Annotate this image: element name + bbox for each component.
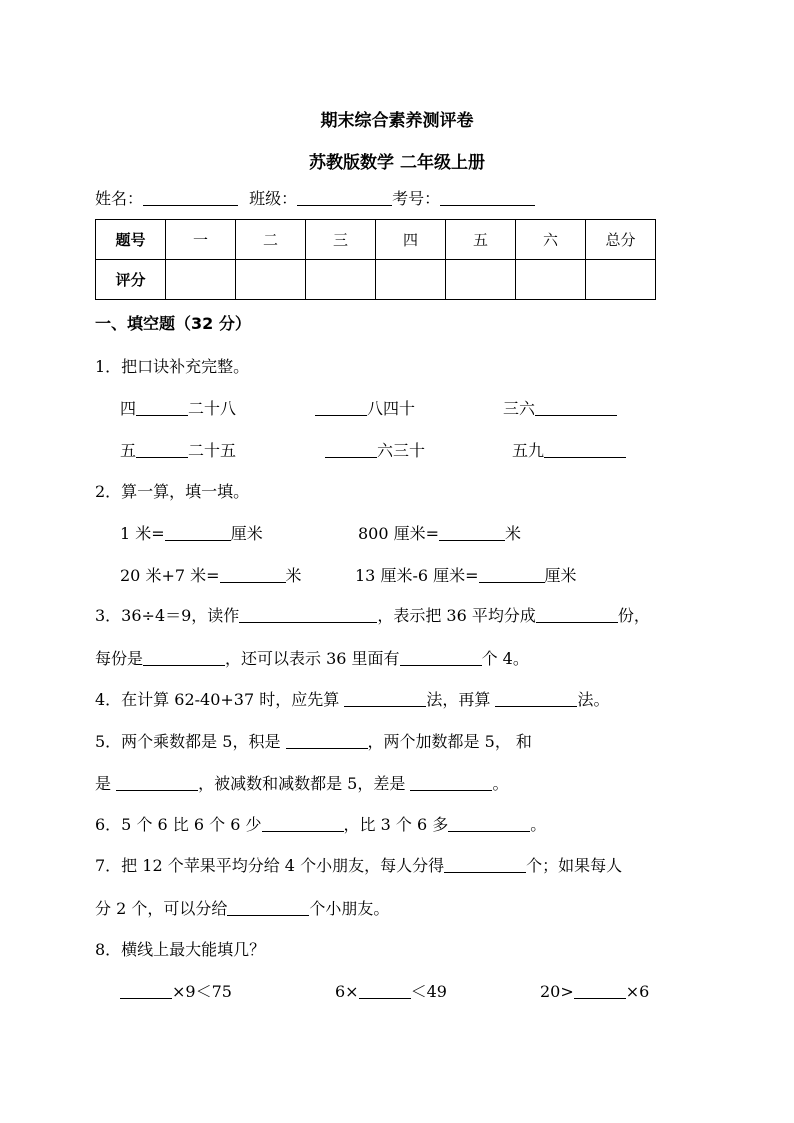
score-cell[interactable] <box>376 260 446 300</box>
answer-blank[interactable] <box>325 441 377 458</box>
answer-blank[interactable] <box>286 732 368 749</box>
answer-blank[interactable] <box>143 649 225 666</box>
answer-blank[interactable] <box>536 606 618 623</box>
answer-blank[interactable] <box>574 982 626 999</box>
score-table-header-row <box>96 220 656 260</box>
q2-item-a1: 1 米= 厘米 <box>120 524 263 543</box>
answer-blank[interactable] <box>359 982 411 999</box>
answer-blank[interactable] <box>136 441 188 458</box>
answer-blank[interactable] <box>239 606 377 623</box>
column-4: 四 <box>376 220 446 260</box>
exam-subtitle: 苏教版数学 二年级上册 <box>309 153 485 173</box>
section-1-heading: 一、填空题（32 分） <box>95 314 251 333</box>
answer-blank[interactable] <box>448 815 530 832</box>
column-1: 一 <box>166 220 236 260</box>
score-cell[interactable] <box>166 260 236 300</box>
q8-item-2: 6× ＜49 <box>335 982 447 1001</box>
q5-line-1: 5．两个乘数都是 5，积是 ，两个加数都是 5， 和 <box>95 732 532 751</box>
q2-item-b1: 20 米+7 米= 米 <box>120 566 302 585</box>
q4-line: 4．在计算 62-40+37 时，应先算 法，再算 法。 <box>95 690 610 709</box>
q7-line-1: 7．把 12 个苹果平均分给 4 个小朋友，每人分得 个；如果每人 <box>95 856 623 875</box>
q3-line-1: 3．36÷4＝9，读作 ，表示把 36 平均分成 份， <box>95 606 650 625</box>
answer-blank[interactable] <box>544 441 626 458</box>
answer-blank[interactable] <box>116 774 198 791</box>
q3-line-2: 每份是 ，还可以表示 36 里面有 个 4。 <box>95 649 529 668</box>
q1-item-a1: 四 二十八 <box>120 399 237 418</box>
answer-blank[interactable] <box>400 649 482 666</box>
score-cell[interactable] <box>446 260 516 300</box>
answer-blank[interactable] <box>227 899 309 916</box>
answer-blank[interactable] <box>220 566 286 583</box>
answer-blank[interactable] <box>165 524 231 541</box>
name-label: 姓名： <box>95 189 144 208</box>
answer-blank[interactable] <box>262 815 344 832</box>
exam-title: 期末综合素养测评卷 <box>320 111 474 131</box>
q2-item-a2: 800 厘米= 米 <box>358 524 522 543</box>
q1-item-a2: 八四十 <box>315 399 415 419</box>
answer-blank[interactable] <box>410 774 492 791</box>
q1-stem: 1．把口诀补充完整。 <box>95 357 250 376</box>
score-cell[interactable] <box>516 260 586 300</box>
answer-blank[interactable] <box>344 690 426 707</box>
column-5: 五 <box>446 220 516 260</box>
answer-blank[interactable] <box>439 524 505 541</box>
question-number-label: 题号 <box>96 220 166 260</box>
answer-blank[interactable] <box>495 690 577 707</box>
score-label: 评分 <box>96 260 166 300</box>
q2-stem: 2．算一算，填一填。 <box>95 482 250 501</box>
name-blank[interactable] <box>143 189 238 206</box>
q5-line-2: 是 ，被减数和减数都是 5，差是 。 <box>95 774 509 793</box>
q1-item-b3: 五九 <box>512 441 626 461</box>
q1-item-b1: 五 二十五 <box>120 441 237 460</box>
answer-blank[interactable] <box>444 856 526 873</box>
student-info-row <box>95 189 535 209</box>
score-cell[interactable] <box>236 260 306 300</box>
score-cell[interactable] <box>306 260 376 300</box>
q1-item-a3: 三六 <box>503 399 617 419</box>
answer-blank[interactable] <box>315 399 367 416</box>
q1-item-b2: 六三十 <box>325 441 425 461</box>
q2-item-b2: 13 厘米-6 厘米= 厘米 <box>355 566 577 585</box>
class-label: 班级： <box>249 189 298 208</box>
score-cell[interactable] <box>586 260 656 300</box>
score-table-score-row <box>96 260 656 300</box>
column-6: 六 <box>516 220 586 260</box>
q6-line: 6．5 个 6 比 6 个 6 少 ，比 3 个 6 多 。 <box>95 815 547 834</box>
answer-blank[interactable] <box>479 566 545 583</box>
answer-blank[interactable] <box>535 399 617 416</box>
exam-no-label: 考号： <box>392 189 441 208</box>
q8-item-1: ×9＜75 <box>120 982 232 1002</box>
answer-blank[interactable] <box>136 399 188 416</box>
q8-item-3: 20> ×6 <box>540 982 650 1001</box>
class-blank[interactable] <box>297 189 392 206</box>
column-2: 二 <box>236 220 306 260</box>
score-table <box>95 219 656 300</box>
column-3: 三 <box>306 220 376 260</box>
answer-blank[interactable] <box>120 982 172 999</box>
q8-stem: 8．横线上最大能填几？ <box>95 940 266 959</box>
exam-no-blank[interactable] <box>440 189 535 206</box>
q7-line-2: 分 2 个，可以分给 个小朋友。 <box>95 899 390 918</box>
column-total: 总分 <box>586 220 656 260</box>
